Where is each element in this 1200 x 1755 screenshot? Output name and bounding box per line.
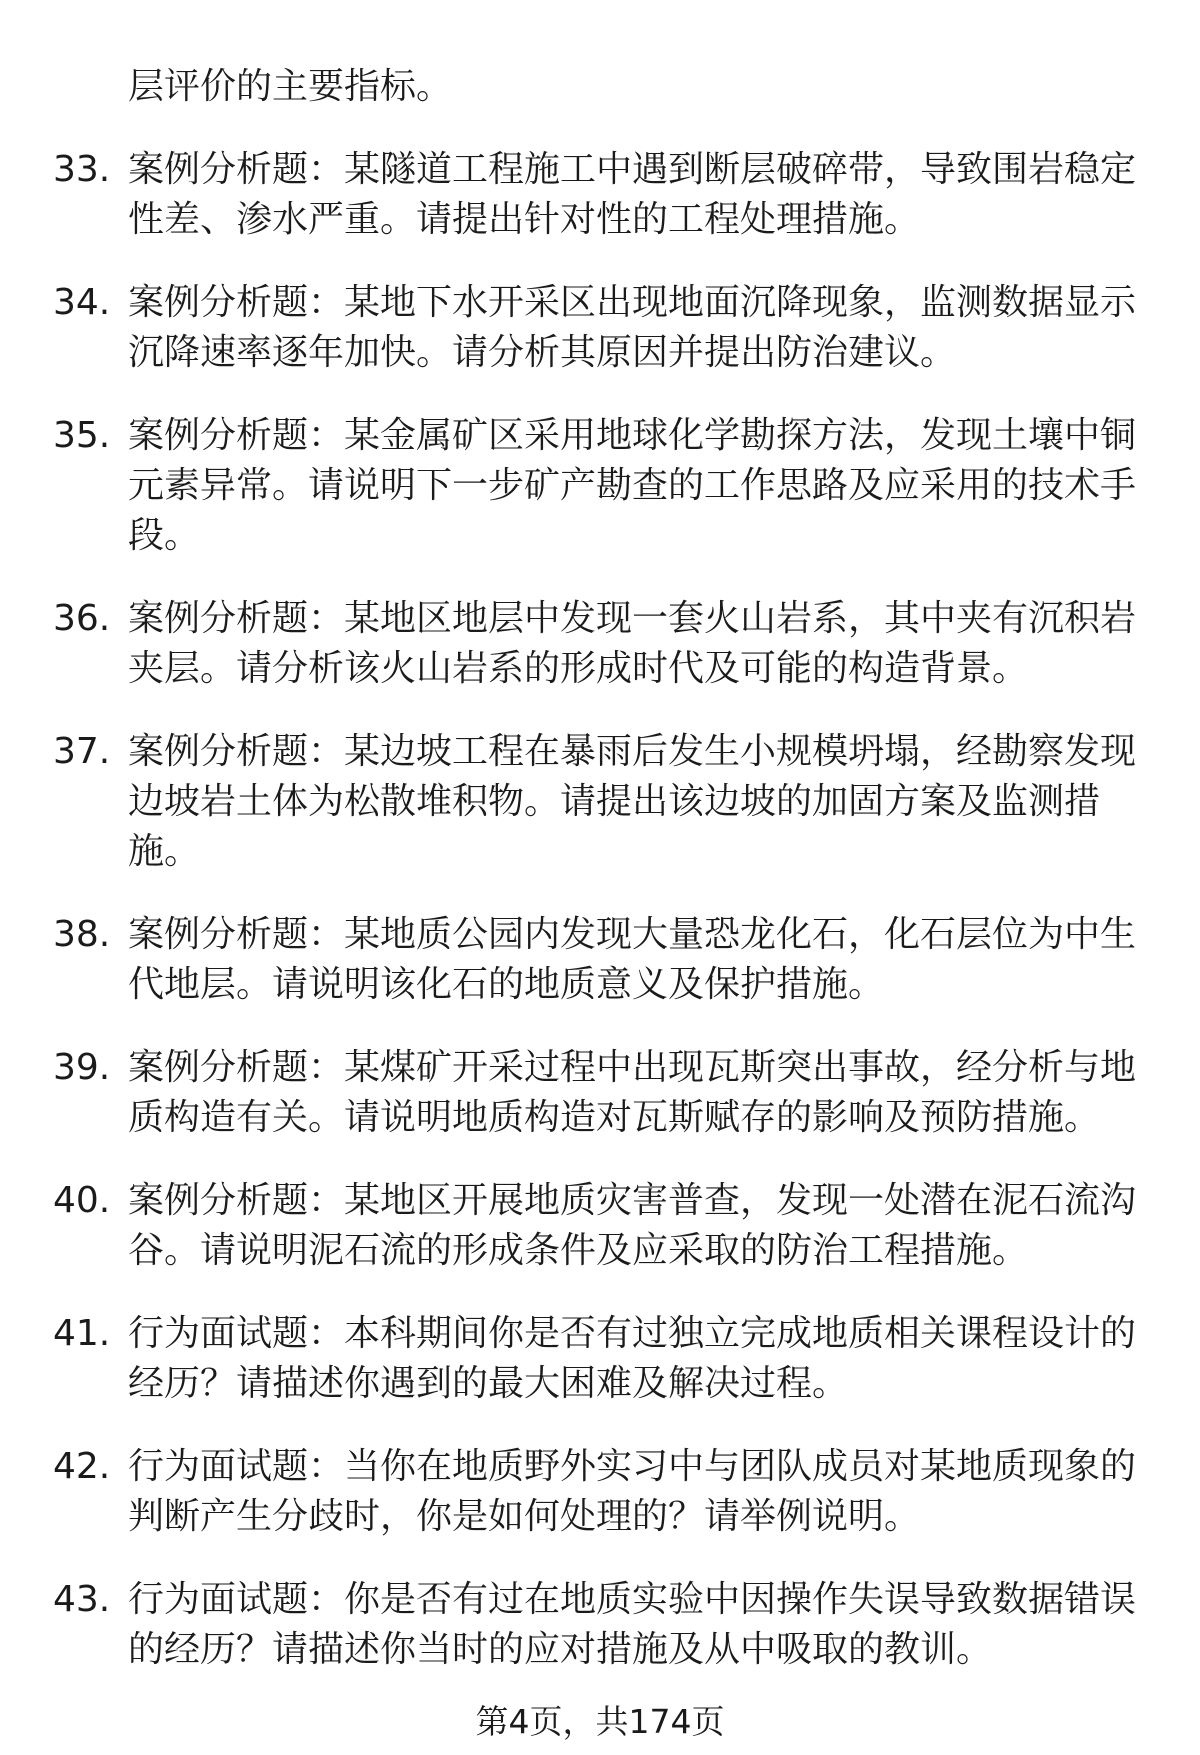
question-item-41 xyxy=(0,1309,1200,1409)
question-text xyxy=(128,145,1148,245)
question-text-line: 沉降速率逐年加快。请分析其原因并提出防治建议。 xyxy=(128,332,957,373)
question-text-line: 判断产生分歧时，你是如何处理的？请举例说明。 xyxy=(128,1496,921,1537)
question-text-line: 谷。请说明泥石流的形成条件及应采取的防治工程措施。 xyxy=(128,1230,1029,1271)
question-text-line: 的经历？请描述你当时的应对措施及从中吸取的教训。 xyxy=(128,1629,993,1670)
question-text-line: 案例分析题：某地下水开采区出现地面沉降现象，监测数据显示 xyxy=(128,282,1137,323)
question-text xyxy=(128,1176,1148,1276)
question-item-36 xyxy=(0,594,1200,694)
question-number: 42. xyxy=(53,1446,111,1487)
question-text-line: 案例分析题：某金属矿区采用地球化学勘探方法，发现土壤中铜 xyxy=(128,415,1137,456)
question-number: 41. xyxy=(53,1313,111,1354)
question-item-34 xyxy=(0,278,1200,378)
question-text xyxy=(128,1043,1148,1143)
question-text xyxy=(128,411,1148,561)
question-text-line: 行为面试题：你是否有过在地质实验中因操作失误导致数据错误 xyxy=(128,1579,1137,1620)
question-list xyxy=(0,62,1200,1675)
question-item-40 xyxy=(0,1176,1200,1276)
question-text-line: 案例分析题：某地区开展地质灾害普查，发现一处潜在泥石流沟 xyxy=(128,1180,1137,1221)
question-text-line: 施。 xyxy=(128,831,201,872)
question-item-39 xyxy=(0,1043,1200,1143)
question-text xyxy=(128,727,1148,877)
question-text-line: 行为面试题：当你在地质野外实习中与团队成员对某地质现象的 xyxy=(128,1446,1137,1487)
question-number: 40. xyxy=(53,1180,111,1221)
question-item-35 xyxy=(0,411,1200,561)
page-number-footer: 第4页，共174页 xyxy=(475,1702,725,1741)
question-text-line: 代地层。请说明该化石的地质意义及保护措施。 xyxy=(128,964,885,1005)
question-text xyxy=(128,910,1148,1010)
question-text xyxy=(128,1309,1148,1409)
question-text-line: 段。 xyxy=(128,515,201,556)
question-text-line: 性差、渗水严重。请提出针对性的工程处理措施。 xyxy=(128,199,921,240)
question-item-33 xyxy=(0,145,1200,245)
question-text xyxy=(128,1575,1148,1675)
continuation-line: 层评价的主要指标。 xyxy=(128,66,453,107)
question-number: 43. xyxy=(53,1579,111,1620)
question-text-line: 行为面试题：本科期间你是否有过独立完成地质相关课程设计的 xyxy=(128,1313,1137,1354)
question-item-38 xyxy=(0,910,1200,1010)
question-number: 34. xyxy=(53,282,111,323)
question-text-line: 边坡岩土体为松散堆积物。请提出该边坡的加固方案及监测措 xyxy=(128,781,1101,822)
question-number: 37. xyxy=(53,731,111,772)
question-text-line: 质构造有关。请说明地质构造对瓦斯赋存的影响及预防措施。 xyxy=(128,1097,1101,1138)
question-number: 36. xyxy=(53,598,111,639)
question-text-line: 案例分析题：某煤矿开采过程中出现瓦斯突出事故，经分析与地 xyxy=(128,1047,1137,1088)
question-text-line: 元素异常。请说明下一步矿产勘查的工作思路及应采用的技术手 xyxy=(128,465,1137,506)
question-text-line: 案例分析题：某隧道工程施工中遇到断层破碎带，导致围岩稳定 xyxy=(128,149,1137,190)
question-text-line: 夹层。请分析该火山岩系的形成时代及可能的构造背景。 xyxy=(128,648,1029,689)
question-number: 39. xyxy=(53,1047,111,1088)
question-number: 38. xyxy=(53,914,111,955)
question-number: 33. xyxy=(53,149,111,190)
question-item-37 xyxy=(0,727,1200,877)
question-text-line: 案例分析题：某地质公园内发现大量恐龙化石，化石层位为中生 xyxy=(128,914,1137,955)
question-text-line: 经历？请描述你遇到的最大困难及解决过程。 xyxy=(128,1363,849,1404)
question-text xyxy=(128,278,1148,378)
question-item-42 xyxy=(0,1442,1200,1542)
question-number: 35. xyxy=(53,415,111,456)
question-text-line: 案例分析题：某地区地层中发现一套火山岩系，其中夹有沉积岩 xyxy=(128,598,1137,639)
question-text xyxy=(128,594,1148,694)
question-item-43 xyxy=(0,1575,1200,1675)
question-text-line: 案例分析题：某边坡工程在暴雨后发生小规模坍塌，经勘察发现 xyxy=(128,731,1137,772)
question-text xyxy=(128,1442,1148,1542)
